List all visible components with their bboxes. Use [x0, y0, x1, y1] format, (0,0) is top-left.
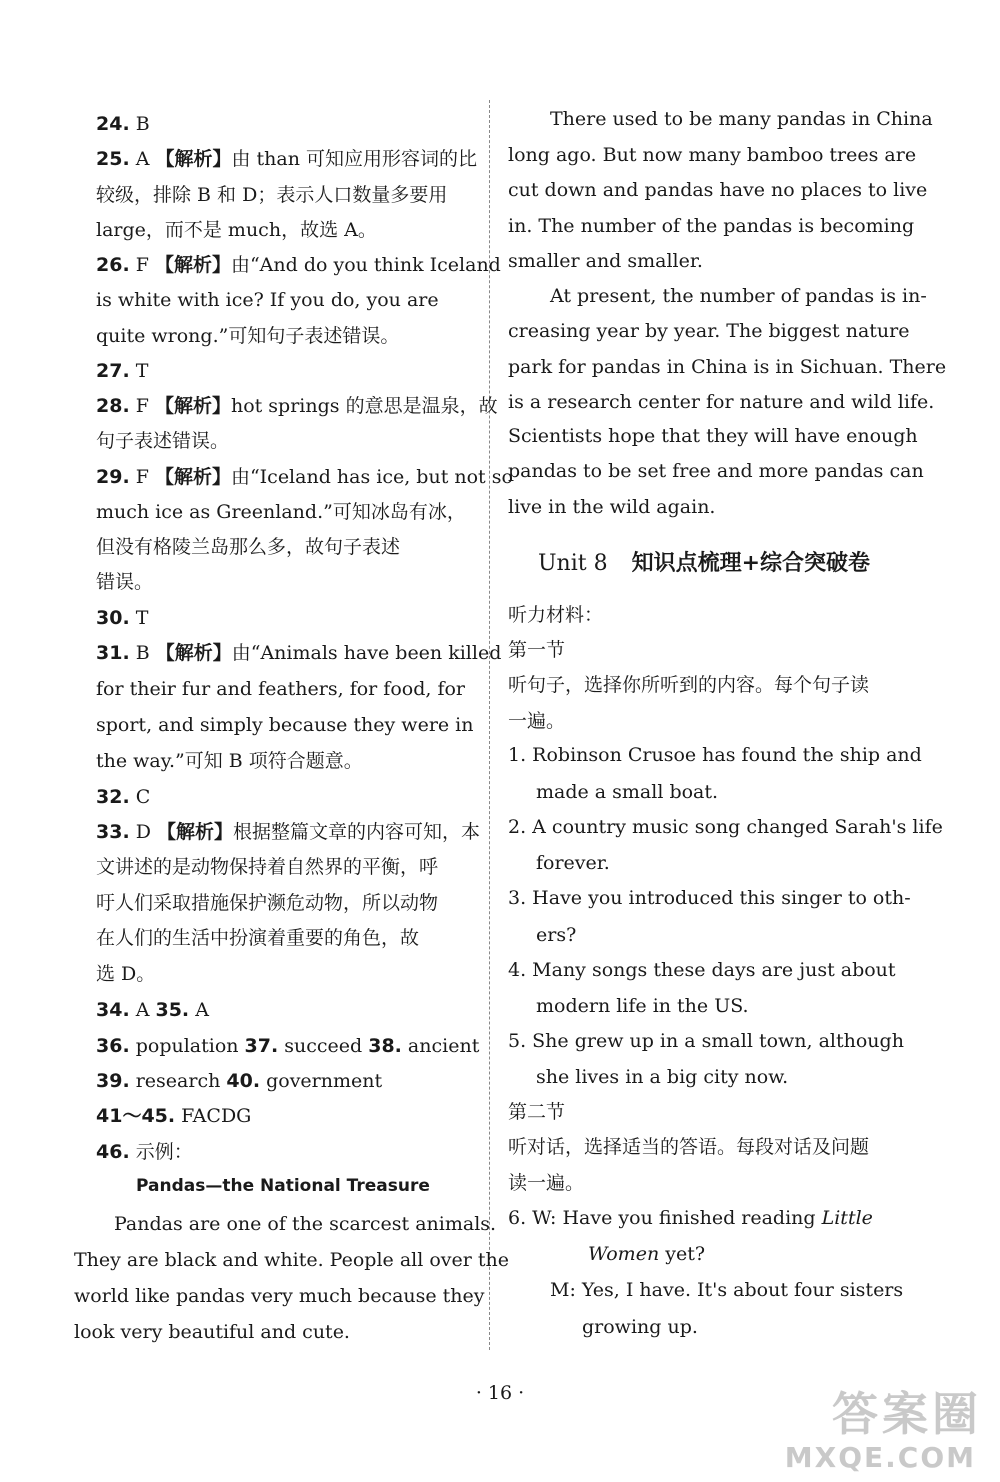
listening-item-2: 2. A country music song changed Sarah's life — [508, 816, 943, 838]
text-line: in. The number of the pandas is becoming — [508, 215, 915, 237]
text-line: 错误。 — [96, 571, 154, 593]
answer-30: 30. T — [96, 607, 149, 629]
text-line: large，而不是 much，故选 A。 — [96, 219, 377, 241]
answer-31: 31. B 【解析】由“Animals have been killed — [96, 642, 502, 664]
answer-29: 29. F 【解析】由“Iceland has ice, but not so — [96, 466, 513, 488]
text-line: 选 D。 — [96, 963, 156, 985]
answer-32: 32. C — [96, 786, 151, 808]
text-line: live in the wild again. — [508, 496, 716, 518]
answer-27: 27. T — [96, 360, 149, 382]
text-line: sport, and simply because they were in — [96, 714, 474, 736]
text-line: Scientists hope that they will have enough — [508, 425, 918, 447]
text-line: 一遍。 — [508, 710, 566, 732]
text-line: smaller and smaller. — [508, 250, 703, 272]
listening-item-5: 5. She grew up in a small town, although — [508, 1030, 904, 1052]
text-line: for their fur and feathers, for food, for — [96, 678, 465, 700]
text-line: creasing year by year. The biggest nature — [508, 320, 910, 342]
text-line: 听对话，选择适当的答语。每段对话及问题 — [508, 1136, 870, 1158]
unit-label: Unit 8 — [538, 551, 608, 576]
essay-title: Pandas—the National Treasure — [136, 1176, 430, 1196]
answer-41-45: 41～45. FACDG — [96, 1105, 252, 1127]
watermark-logo-text: 答案圈 — [832, 1387, 982, 1441]
text-line: Pandas are one of the scarcest animals. — [114, 1213, 497, 1235]
text-line: 在人们的生活中扮演着重要的角色，故 — [96, 927, 420, 949]
unit-title: 知识点梳理+综合突破卷 — [631, 550, 871, 576]
text-line: pandas to be set free and more pandas can — [508, 460, 924, 482]
text-line: 听力材料： — [508, 604, 604, 626]
text-line: cut down and pandas have no places to live — [508, 179, 928, 201]
text-line: world like pandas very much because they — [74, 1285, 485, 1307]
text-line: modern life in the US. — [536, 995, 749, 1017]
text-line: is a research center for nature and wild life. — [508, 391, 935, 413]
text-line: forever. — [536, 852, 610, 874]
watermark-logo — [782, 1378, 982, 1474]
text-line: At present, the number of pandas is in- — [550, 285, 927, 307]
text-line: 听句子，选择你所听到的内容。每个句子读 — [508, 674, 870, 696]
listening-item-4: 4. Many songs these days are just about — [508, 959, 896, 981]
text-line: look very beautiful and cute. — [74, 1321, 350, 1343]
text-line: 较级，排除 B 和 D；表示人口数量多要用 — [96, 184, 448, 206]
watermark-url-text: MXQE.COM — [784, 1441, 976, 1474]
text-line: ers? — [536, 924, 577, 946]
text-line: 吁人们采取措施保护濒危动物，所以动物 — [96, 892, 439, 914]
text-line: the way.”可知 B 项符合题意。 — [96, 750, 363, 772]
text-line: growing up. — [582, 1316, 698, 1338]
section-label: 第一节 — [508, 639, 566, 661]
column-divider — [489, 100, 490, 1350]
answer-28: 28. F 【解析】hot springs 的意思是温泉，故 — [96, 395, 498, 417]
text-line: 文讲述的是动物保持着自然界的平衡，呼 — [96, 856, 439, 878]
listening-item-3: 3. Have you introduced this singer to oth- — [508, 887, 911, 909]
text-line: made a small boat. — [536, 781, 719, 803]
answer-24: 24. B — [96, 113, 150, 135]
text-line: quite wrong.”可知句子表述错误。 — [96, 325, 400, 347]
section-label: 第二节 — [508, 1101, 566, 1123]
answer-25: 25. A 【解析】由 than 可知应用形容词的比 — [96, 148, 478, 170]
text-line: Women yet? — [588, 1243, 706, 1265]
answer-34-35: 34. A 35. A — [96, 999, 209, 1021]
text-line: 句子表述错误。 — [96, 430, 230, 452]
text-line: 但没有格陵兰岛那么多，故句子表述 — [96, 536, 401, 558]
listening-item-1: 1. Robinson Crusoe has found the ship and — [508, 744, 922, 766]
answer-39-40: 39. research 40. government — [96, 1070, 383, 1092]
text-line: much ice as Greenland.”可知冰岛有冰， — [96, 501, 466, 523]
text-line: long ago. But now many bamboo trees are — [508, 144, 917, 166]
page-number: · 16 · — [475, 1382, 525, 1404]
answer-36-38: 36. population 37. succeed 38. ancient — [96, 1035, 480, 1057]
dialogue-6-m: M: Yes, I have. It's about four sisters — [550, 1279, 904, 1301]
text-line: 读一遍。 — [508, 1172, 585, 1194]
text-line: They are black and white. People all over the — [74, 1249, 509, 1271]
unit-heading — [538, 546, 870, 577]
text-line: is white with ice? If you do, you are — [96, 289, 439, 311]
text-line: There used to be many pandas in China — [550, 108, 933, 130]
dialogue-6-w: 6. W: Have you finished reading Little — [508, 1207, 873, 1229]
text-line: park for pandas in China is in Sichuan. There — [508, 356, 947, 378]
text-line: she lives in a big city now. — [536, 1066, 789, 1088]
answer-46: 46. 示例： — [96, 1141, 193, 1163]
answer-26: 26. F 【解析】由“And do you think Iceland — [96, 254, 501, 276]
answer-33: 33. D 【解析】根据整篇文章的内容可知，本 — [96, 821, 481, 843]
